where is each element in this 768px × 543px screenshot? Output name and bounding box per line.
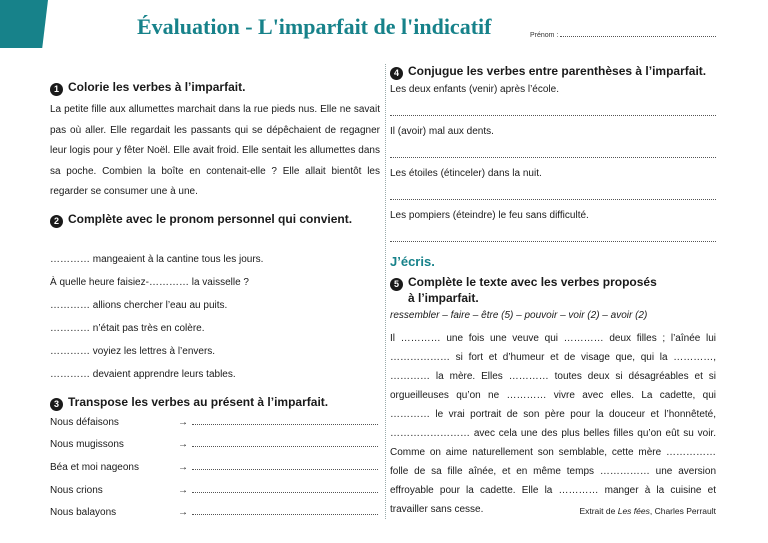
- exercise-2-title: Complète avec le pronom personnel qui convient.: [68, 212, 353, 226]
- right-column: [390, 64, 718, 524]
- exercise-1-heading: [50, 80, 380, 96]
- exercise-4-heading: [390, 64, 706, 80]
- transpose-verb: Nous mugissons: [50, 439, 124, 450]
- transpose-row: [50, 507, 380, 518]
- exercise-5-text[interactable]: Il ………… une fois une veuve qui ………… deux filles ; l’aînée lui ……………… si fort et d’humeur et de visage que, qui la …………, ………… la mère. Elles ………… toutes deux si désagréables et si orgueilleuses qu’on ne ………… vivre avec elles. La cadette, qui ………… le vrai portrait de son père pour la douceur et l’honnêteté, …………………… avec cela une des plus belles filles qu’on eût su voir. Comme on aime naturellement son semblable, cette mère …………… folle de sa fille aînée, et en même temps …………… une aversion effroyable pour la cadette. Elle la ………… manger à la cuisine et travailler sans cesse.: [390, 333, 716, 515]
- transpose-verb: Nous balayons: [50, 507, 117, 518]
- answer-line[interactable]: [390, 115, 716, 116]
- transpose-row: [50, 462, 380, 473]
- section-jecris: J’écris.: [390, 254, 435, 269]
- corner-tab: [0, 0, 48, 48]
- exercise-1-text[interactable]: La petite fille aux allumettes marchait dans la rue pieds nus. Elle ne savait pas où aller. Elle regardait les passants qui se dépêchaient de regagner leur logis pour y fêter Noël. Elle avait froid. Elle sentait les allumettes dans sa poche. Combien la boîte en contenait-elle ? Elle allait bientôt les regarder se consumer une à une.: [50, 104, 380, 197]
- transpose-verb: Nous crions: [50, 485, 103, 496]
- transpose-row: [50, 439, 380, 450]
- arrow-icon: →: [178, 462, 188, 473]
- exercise-5-title-line1: Complète le texte avec les verbes proposés: [408, 275, 657, 289]
- transpose-verb: Béa et moi nageons: [50, 462, 139, 473]
- exercise-3-number: 3: [50, 398, 63, 411]
- page-title: Évaluation - L'imparfait de l'indicatif: [137, 14, 492, 39]
- answer-line[interactable]: [390, 199, 716, 200]
- transpose-row: [50, 417, 380, 428]
- exercise-5-verbs: ressembler – faire – être (5) – pouvoir – voir (2) – avoir (2): [390, 310, 648, 321]
- answer-line[interactable]: [192, 424, 378, 425]
- exercise-4-number: 4: [390, 67, 403, 80]
- answer-line[interactable]: [192, 446, 378, 447]
- arrow-icon: →: [178, 507, 188, 518]
- exercise-4-sentence: Il (avoir) mal aux dents.: [390, 126, 494, 137]
- arrow-icon: →: [178, 417, 188, 428]
- prenom-label: Prénom :: [530, 32, 559, 39]
- exercise-1-title: Colorie les verbes à l’imparfait.: [68, 80, 246, 94]
- transpose-row: [50, 485, 380, 496]
- column-divider: [385, 64, 386, 519]
- answer-line[interactable]: [192, 514, 378, 515]
- source-author: , Charles Perrault: [649, 506, 716, 516]
- exercise-5-title-line2: à l’imparfait.: [408, 291, 479, 305]
- exercise-3-heading: [50, 395, 380, 411]
- exercise-2-sentence[interactable]: À quelle heure faisiez-………… la vaisselle ?: [50, 277, 249, 288]
- exercise-3: [50, 395, 380, 525]
- arrow-icon: →: [178, 485, 188, 496]
- exercise-1: [50, 80, 380, 203]
- prenom-field[interactable]: [530, 32, 716, 39]
- exercise-5-heading: [390, 275, 657, 305]
- exercise-2-sentence[interactable]: ………… voyiez les lettres à l’envers.: [50, 346, 216, 357]
- transpose-verb: Nous défaisons: [50, 417, 119, 428]
- exercise-2: [50, 212, 380, 382]
- exercise-4-sentence: Les deux enfants (venir) après l’école.: [390, 84, 559, 95]
- arrow-icon: →: [178, 439, 188, 450]
- exercise-4-sentence: Les étoiles (étinceler) dans la nuit.: [390, 168, 542, 179]
- exercise-4-title: Conjugue les verbes entre parenthèses à l’imparfait.: [408, 64, 707, 78]
- source-prefix: Extrait de: [579, 506, 618, 516]
- exercise-2-sentence[interactable]: ………… allions chercher l’eau au puits.: [50, 300, 228, 311]
- exercise-2-sentence[interactable]: ………… mangeaient à la cantine tous les jours.: [50, 254, 264, 265]
- prenom-line[interactable]: [560, 36, 716, 37]
- exercise-3-title: Transpose les verbes au présent à l’imparfait.: [68, 395, 329, 409]
- answer-line[interactable]: [192, 492, 378, 493]
- exercise-2-number: 2: [50, 215, 63, 228]
- answer-line[interactable]: [192, 469, 378, 470]
- exercise-4-sentence: Les pompiers (éteindre) le feu sans difficulté.: [390, 210, 589, 221]
- exercise-1-number: 1: [50, 83, 63, 96]
- exercise-5-number: 5: [390, 278, 403, 291]
- exercise-2-sentence[interactable]: ………… n’était pas très en colère.: [50, 323, 205, 334]
- exercise-2-sentence[interactable]: ………… devaient apprendre leurs tables.: [50, 369, 236, 380]
- exercise-5-source: [579, 506, 716, 516]
- exercise-2-heading: [50, 212, 380, 228]
- source-title: Les fées: [617, 506, 650, 516]
- answer-line[interactable]: [390, 157, 716, 158]
- answer-line[interactable]: [390, 241, 716, 242]
